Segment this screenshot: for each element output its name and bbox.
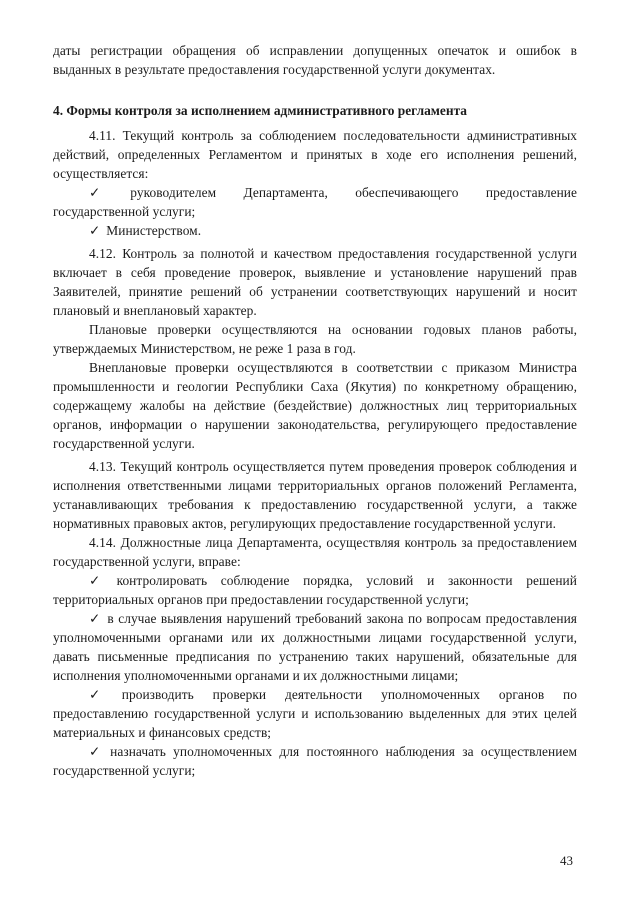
bullet-item <box>53 183 577 221</box>
top-paragraph: даты регистрации обращения об исправлении допущенных опечаток и ошибок в выданных в результате предоставления государственной услуги документах. <box>53 43 577 77</box>
bullet-text: руководителем Департамента, обеспечивающего предоставление государственной услуги; <box>53 185 577 219</box>
paragraph-4-11: 4.11. Текущий контроль за соблюдением последовательности административных действий, определенных Регламентом и принятых в ходе его исполнения решений, осуществляется: <box>53 128 577 181</box>
paragraph-4-14: 4.14. Должностные лица Департамента, осуществляя контроль за предоставлением государственной услуги, вправе: <box>53 535 577 569</box>
bullet-item <box>53 609 577 685</box>
checkmark-icon: ✓ <box>89 611 102 626</box>
checkmark-icon: ✓ <box>89 744 105 759</box>
document-body <box>53 41 577 780</box>
checkmark-icon: ✓ <box>89 687 116 702</box>
bullet-item <box>53 685 577 742</box>
checkmark-icon: ✓ <box>89 185 125 200</box>
bullet-text: контролировать соблюдение порядка, условий и законности решений территориальных органов при предоставлении государственной услуги; <box>53 573 577 607</box>
paragraph-4-13: 4.13. Текущий контроль осуществляется путем проведения проверок соблюдения и исполнения ответственными лицами территориальных органов положений Регламента, устанавливающих требования к предоставлению государственной услуги, а также нормативных правовых актов, регулирующих предоставление государственной услуги. <box>53 459 577 531</box>
bullet-text: Министерством. <box>106 223 202 238</box>
section-heading: 4. Формы контроля за исполнением административного регламента <box>53 103 468 118</box>
paragraph-4-12: 4.12. Контроль за полнотой и качеством предоставления государственной услуги включает в себя проведение проверок, выявление и установление нарушений прав Заявителей, принятие решений об устранении соответствующих нарушений и носит плановый и внеплановый характер. <box>53 246 577 318</box>
bullet-item <box>53 221 577 240</box>
bullet-text: в случае выявления нарушений требований закона по вопросам предоставления уполномоченными органами или их должностными лицами государственной услуги, давать письменные предписания по устранению таких нарушений, обязательные для исполнения уполномоченными органами и их должностными лицами; <box>53 611 577 683</box>
bullet-text: назначать уполномоченных для постоянного наблюдения за осуществлением государственной услуги; <box>53 744 577 778</box>
page-number: 43 <box>560 853 573 868</box>
checkmark-icon: ✓ <box>89 573 111 588</box>
checkmark-icon: ✓ <box>89 223 101 238</box>
paragraph-planned-checks: Плановые проверки осуществляются на основании годовых планов работы, утверждаемых Министерством, не реже 1 раза в год. <box>53 322 577 356</box>
bullet-text: производить проверки деятельности уполномоченных органов по предоставлению государственной услуги и использованию выделенных для этих целей материальных и финансовых средств; <box>53 687 577 740</box>
paragraph-unplanned-checks: Внеплановые проверки осуществляются в соответствии с приказом Министра промышленности и геологии Республики Саха (Якутия) по конкретному обращению, содержащему жалобы на действие (бездействие) должностных лиц территориальных органов, информации о нарушении законодательства, регулирующего предоставление государственной услуги. <box>53 360 577 451</box>
bullet-item <box>53 571 577 609</box>
bullet-item <box>53 742 577 780</box>
